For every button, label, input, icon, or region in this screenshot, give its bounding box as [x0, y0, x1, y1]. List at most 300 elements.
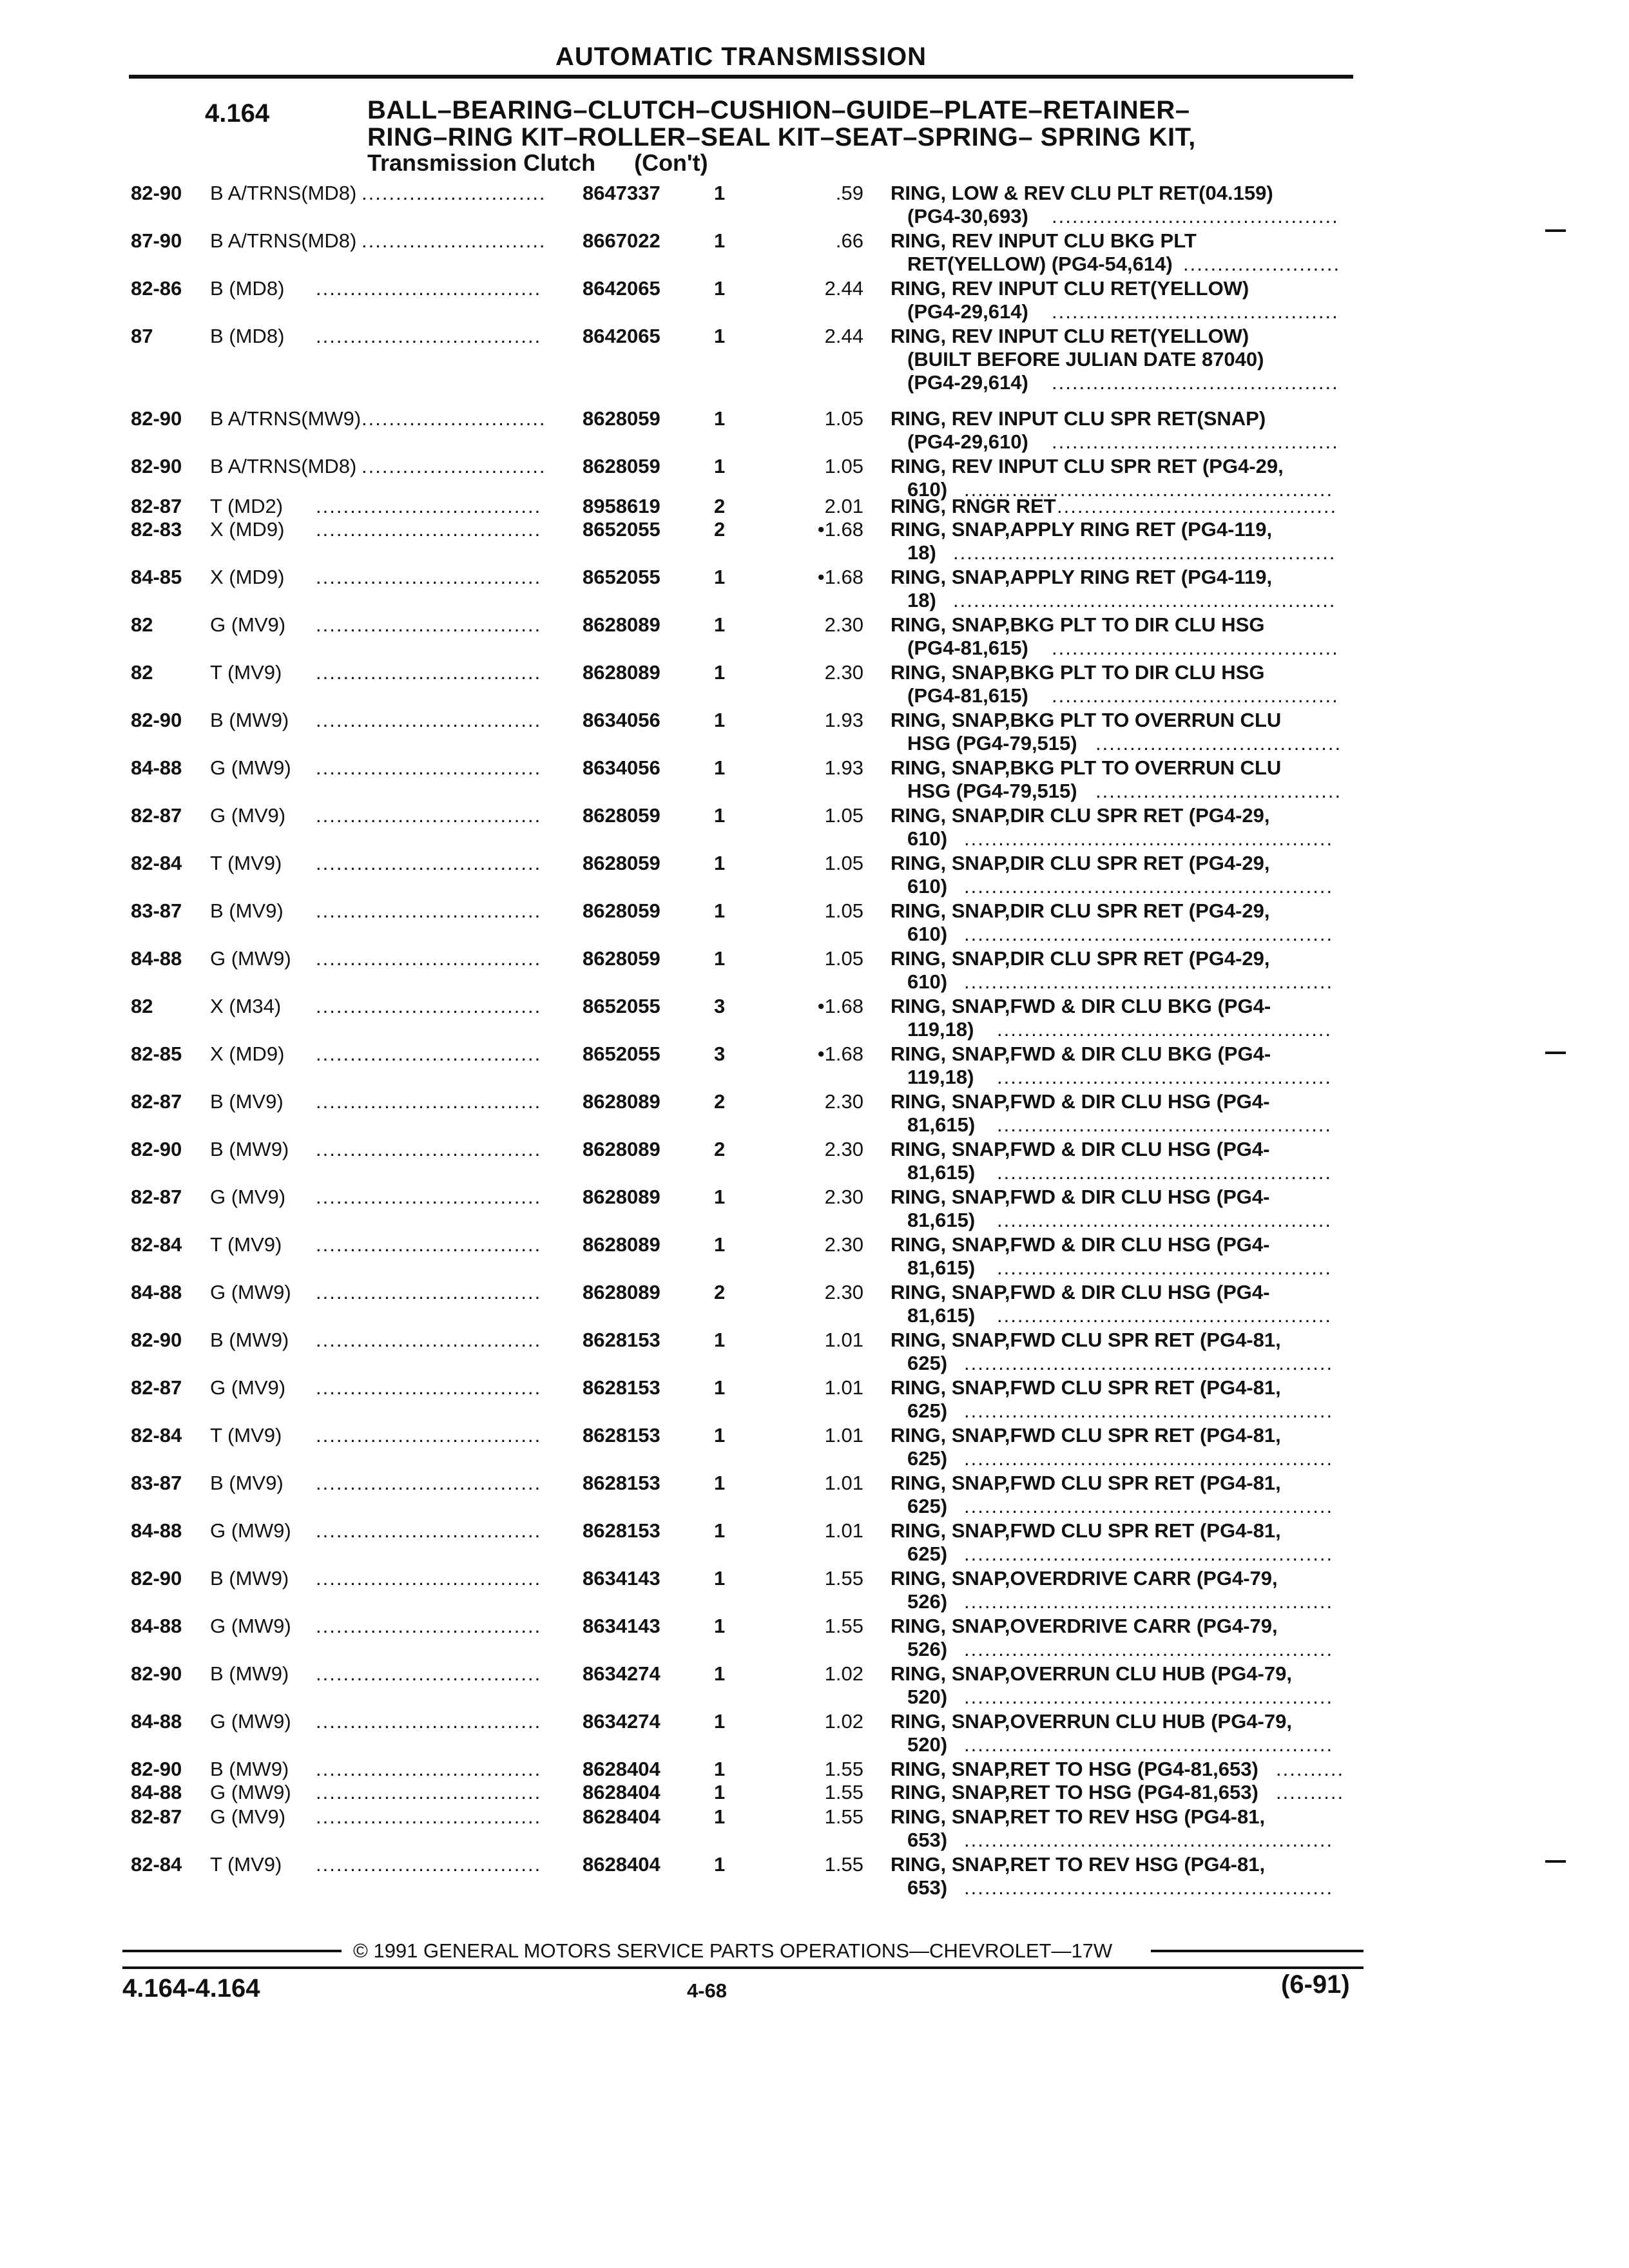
row-quantity: 1 — [714, 1662, 726, 1685]
row-part-number: 8958619 — [583, 495, 660, 517]
row-model: B (MW9) — [210, 1567, 289, 1590]
row-description-line: RING, SNAP,APPLY RING RET (PG4-119, — [891, 518, 1273, 541]
row-description-line: 520) — [907, 1733, 948, 1756]
row-years: 82-84 — [131, 852, 182, 874]
leader-dots: ........................... — [361, 455, 546, 477]
row-price: •1.68 — [817, 995, 863, 1017]
leader-dots: ................................................. — [997, 1304, 1333, 1327]
row-price: 1.55 — [824, 1758, 863, 1780]
leader-dots: .......................................... — [1052, 205, 1339, 227]
leader-dots: ........................................................ — [953, 541, 1336, 564]
row-price: 2.30 — [824, 1138, 863, 1160]
row-description-line: 81,615) — [907, 1256, 976, 1279]
row-quantity: 1 — [714, 852, 726, 874]
row-model: B A/TRNS(MD8) — [210, 455, 357, 477]
row-quantity: 1 — [714, 277, 726, 300]
leader-dots: ................................. — [316, 1376, 542, 1399]
row-quantity: 3 — [714, 1043, 726, 1065]
leader-dots: ................................. — [316, 709, 542, 731]
row-price: 1.55 — [824, 1567, 863, 1590]
row-description-line: RING, SNAP,RET TO REV HSG (PG4-81, — [891, 1853, 1266, 1876]
row-price: •1.68 — [817, 566, 863, 588]
leader-dots: ...................................................... — [964, 1352, 1334, 1374]
row-description-line: 520) — [907, 1686, 948, 1708]
leader-dots: ...................................................... — [964, 1638, 1334, 1660]
row-quantity: 1 — [714, 1519, 726, 1542]
row-price: 1.05 — [824, 947, 863, 970]
row-model: T (MV9) — [210, 1853, 282, 1876]
leader-dots: ........................... — [361, 407, 546, 430]
leader-dots: ................................. — [316, 1853, 542, 1876]
row-description-line: 625) — [907, 1447, 948, 1470]
leader-dots: ......................................... — [1057, 495, 1338, 517]
leader-dots: ................................................. — [997, 1161, 1333, 1184]
row-description-line: RING, SNAP,OVERDRIVE CARR (PG4-79, — [891, 1615, 1278, 1637]
row-model: G (MV9) — [210, 804, 286, 827]
leader-dots: ...................................................... — [964, 1495, 1334, 1517]
row-price: •1.68 — [817, 518, 863, 541]
row-description-line: 610) — [907, 827, 948, 850]
row-description-line: 625) — [907, 1352, 948, 1374]
footer-date: (6-91) — [1281, 1970, 1350, 1999]
row-description-line: 81,615) — [907, 1304, 976, 1327]
leader-dots: ................................. — [316, 947, 542, 970]
row-quantity: 1 — [714, 1376, 726, 1399]
row-price: •1.68 — [817, 1043, 863, 1065]
row-description-line: (PG4-29,614) — [907, 371, 1028, 394]
row-description-line: RING, SNAP,BKG PLT TO OVERRUN CLU — [891, 756, 1282, 779]
row-model: B (MV9) — [210, 1090, 284, 1113]
row-years: 82-84 — [131, 1853, 182, 1876]
row-description-line: RING, SNAP,BKG PLT TO DIR CLU HSG — [891, 613, 1265, 636]
row-part-number: 8628153 — [583, 1519, 660, 1542]
leader-dots: ................................. — [316, 1424, 542, 1446]
row-part-number: 8628404 — [583, 1853, 660, 1876]
row-description-line: RING, SNAP,OVERRUN CLU HUB (PG4-79, — [891, 1710, 1292, 1733]
row-description-line: RING, SNAP,DIR CLU SPR RET (PG4-29, — [891, 852, 1270, 874]
row-part-number: 8628089 — [583, 1186, 660, 1208]
section-continued: (Con't) — [634, 149, 708, 176]
row-model: B (MW9) — [210, 709, 289, 731]
row-part-number: 8634143 — [583, 1615, 660, 1637]
leader-dots: ........................................................ — [953, 589, 1336, 611]
row-description-line: RING, SNAP,FWD CLU SPR RET (PG4-81, — [891, 1472, 1281, 1494]
row-years: 82-84 — [131, 1424, 182, 1446]
row-model: G (MW9) — [210, 1781, 291, 1803]
row-quantity: 1 — [714, 1233, 726, 1256]
row-model: X (M34) — [210, 995, 282, 1017]
leader-dots: ...................................................... — [964, 1447, 1334, 1470]
row-description-line: (PG4-81,615) — [907, 684, 1028, 707]
row-price: 2.30 — [824, 1186, 863, 1208]
row-quantity: 1 — [714, 325, 726, 347]
row-part-number: 8628404 — [583, 1781, 660, 1803]
leader-dots: ................................. — [316, 1805, 542, 1828]
row-description-line: 610) — [907, 970, 948, 993]
row-part-number: 8652055 — [583, 566, 660, 588]
row-part-number: 8634056 — [583, 756, 660, 779]
row-price: .66 — [835, 229, 863, 252]
row-part-number: 8642065 — [583, 277, 660, 300]
leader-dots: ...................................................... — [964, 1733, 1334, 1756]
row-model: G (MW9) — [210, 947, 291, 970]
row-description-line: RING, SNAP,FWD & DIR CLU HSG (PG4- — [891, 1233, 1270, 1256]
row-part-number: 8634274 — [583, 1662, 660, 1685]
leader-dots: ...................................................... — [964, 923, 1334, 945]
row-quantity: 1 — [714, 1758, 726, 1780]
leader-dots: ................................. — [316, 1186, 542, 1208]
section-title-line-2: RING–RING KIT–ROLLER–SEAL KIT–SEAT–SPRING– SPRING KIT, — [367, 123, 1196, 151]
section-number: 4.164 — [205, 99, 270, 128]
row-quantity: 1 — [714, 756, 726, 779]
footer-rule-bottom — [122, 1966, 1364, 1969]
row-description-line: RING, SNAP,BKG PLT TO OVERRUN CLU — [891, 709, 1282, 731]
row-years: 84-88 — [131, 1781, 182, 1803]
row-years: 82-90 — [131, 709, 182, 731]
row-price: 1.05 — [824, 455, 863, 477]
leader-dots: ................................. — [316, 1519, 542, 1542]
row-description-line: RING, SNAP,FWD & DIR CLU HSG (PG4- — [891, 1138, 1270, 1160]
row-part-number: 8628089 — [583, 1233, 660, 1256]
row-price: 1.02 — [824, 1710, 863, 1733]
row-description-line: RING, SNAP,RET TO HSG (PG4-81,653) — [891, 1781, 1258, 1803]
row-quantity: 1 — [714, 661, 726, 684]
footer-rule-right — [1151, 1950, 1364, 1952]
margin-mark — [1545, 229, 1566, 232]
leader-dots: .................................... — [1095, 780, 1342, 802]
row-description-line: RING, SNAP,DIR CLU SPR RET (PG4-29, — [891, 899, 1270, 922]
row-part-number: 8652055 — [583, 1043, 660, 1065]
leader-dots: ................................. — [316, 995, 542, 1017]
leader-dots: ...................................................... — [964, 1542, 1334, 1565]
row-price: 1.55 — [824, 1615, 863, 1637]
row-description-line: (PG4-81,615) — [907, 637, 1028, 659]
row-description-line: 119,18) — [907, 1066, 974, 1088]
row-description-line: RING, SNAP,FWD CLU SPR RET (PG4-81, — [891, 1519, 1281, 1542]
leader-dots: ................................. — [316, 1781, 542, 1803]
leader-dots: ...................................................... — [964, 1590, 1334, 1613]
row-description-line: RING, SNAP,FWD CLU SPR RET (PG4-81, — [891, 1329, 1281, 1351]
row-years: 82-90 — [131, 1567, 182, 1590]
row-years: 82-90 — [131, 1662, 182, 1685]
row-description-line: (PG4-29,614) — [907, 300, 1028, 323]
leader-dots: ................................. — [316, 661, 542, 684]
row-description-line: RET(YELLOW) (PG4-54,614) — [907, 253, 1173, 275]
leader-dots: ...................................................... — [964, 970, 1334, 993]
row-description-line: RING, REV INPUT CLU SPR RET (PG4-29, — [891, 455, 1284, 477]
row-years: 82-84 — [131, 1233, 182, 1256]
row-quantity: 1 — [714, 1853, 726, 1876]
row-description-line: RING, SNAP,OVERRUN CLU HUB (PG4-79, — [891, 1662, 1292, 1685]
row-description-line: RING, REV INPUT CLU SPR RET(SNAP) — [891, 407, 1266, 430]
leader-dots: ................................. — [316, 1329, 542, 1351]
row-description-line: 610) — [907, 923, 948, 945]
row-model: B (MD8) — [210, 325, 285, 347]
row-years: 82 — [131, 661, 153, 684]
row-quantity: 2 — [714, 1281, 726, 1303]
row-years: 84-88 — [131, 756, 182, 779]
leader-dots: ...................................................... — [964, 1399, 1334, 1422]
leader-dots: ................................................. — [997, 1256, 1333, 1279]
row-quantity: 1 — [714, 1186, 726, 1208]
row-quantity: 1 — [714, 1567, 726, 1590]
row-description-line: RING, REV INPUT CLU BKG PLT — [891, 229, 1197, 252]
row-years: 87-90 — [131, 229, 182, 252]
section-title-line-1: BALL–BEARING–CLUTCH–CUSHION–GUIDE–PLATE–RETAINER– — [367, 96, 1190, 124]
leader-dots: ................................. — [316, 1710, 542, 1733]
row-price: 2.30 — [824, 613, 863, 636]
row-quantity: 1 — [714, 1472, 726, 1494]
row-years: 87 — [131, 325, 153, 347]
leader-dots: ................................. — [316, 1043, 542, 1065]
row-model: B (MV9) — [210, 1472, 284, 1494]
row-part-number: 8628059 — [583, 804, 660, 827]
row-model: T (MD2) — [210, 495, 284, 517]
row-price: 2.30 — [824, 1090, 863, 1113]
row-model: G (MW9) — [210, 1615, 291, 1637]
leader-dots: ................................. — [316, 1281, 542, 1303]
row-price: 1.93 — [824, 709, 863, 731]
row-years: 82-85 — [131, 1043, 182, 1065]
row-price: 1.01 — [824, 1329, 863, 1351]
row-price: 1.55 — [824, 1781, 863, 1803]
leader-dots: .......................................... — [1052, 684, 1339, 707]
leader-dots: ...................................................... — [964, 478, 1334, 501]
row-quantity: 1 — [714, 947, 726, 970]
footer-page-number: 4-68 — [687, 1979, 728, 2002]
row-part-number: 8628089 — [583, 1281, 660, 1303]
leader-dots: .......................................... — [1052, 300, 1339, 323]
row-description-line: RING, SNAP,FWD CLU SPR RET (PG4-81, — [891, 1424, 1281, 1446]
row-description-line: RING, SNAP,OVERDRIVE CARR (PG4-79, — [891, 1567, 1278, 1590]
row-description-line: 526) — [907, 1590, 948, 1613]
row-model: B A/TRNS(MD8) — [210, 229, 357, 252]
row-part-number: 8628153 — [583, 1424, 660, 1446]
row-quantity: 2 — [714, 1138, 726, 1160]
row-description-line: RING, REV INPUT CLU RET(YELLOW) — [891, 325, 1249, 347]
row-description-line: 625) — [907, 1399, 948, 1422]
row-description-line: 81,615) — [907, 1209, 976, 1231]
row-years: 83-87 — [131, 1472, 182, 1494]
row-part-number: 8628089 — [583, 613, 660, 636]
leader-dots: ................................. — [316, 1472, 542, 1494]
row-description-line: RING, SNAP,FWD & DIR CLU HSG (PG4- — [891, 1090, 1270, 1113]
row-part-number: 8652055 — [583, 518, 660, 541]
row-description-line: 526) — [907, 1638, 948, 1660]
row-model: T (MV9) — [210, 1424, 282, 1446]
row-description-line: 18) — [907, 589, 936, 611]
row-description-line: RING, SNAP,FWD CLU SPR RET (PG4-81, — [891, 1376, 1281, 1399]
row-quantity: 2 — [714, 495, 726, 517]
row-years: 84-85 — [131, 566, 182, 588]
row-price: 1.05 — [824, 407, 863, 430]
row-price: 1.02 — [824, 1662, 863, 1685]
leader-dots: ................................................. — [997, 1018, 1333, 1041]
row-part-number: 8634143 — [583, 1567, 660, 1590]
row-description-line: RING, LOW & REV CLU PLT RET(04.159) — [891, 182, 1273, 204]
row-description-line: RING, SNAP,FWD & DIR CLU HSG (PG4- — [891, 1281, 1270, 1303]
row-description-line: 119,18) — [907, 1018, 974, 1041]
leader-dots: .......... — [1276, 1758, 1345, 1780]
row-model: G (MV9) — [210, 1805, 286, 1828]
row-years: 82-90 — [131, 1758, 182, 1780]
row-quantity: 1 — [714, 613, 726, 636]
row-price: 2.44 — [824, 325, 863, 347]
leader-dots: ...................................................... — [964, 827, 1334, 850]
row-quantity: 1 — [714, 1781, 726, 1803]
row-quantity: 2 — [714, 518, 726, 541]
row-description-line: RING, RNGR RET — [891, 495, 1056, 517]
leader-dots: ................................. — [316, 277, 542, 300]
row-description-line: RING, SNAP,FWD & DIR CLU HSG (PG4- — [891, 1186, 1270, 1208]
row-years: 82-83 — [131, 518, 182, 541]
leader-dots: ................................. — [316, 756, 542, 779]
row-part-number: 8628089 — [583, 1090, 660, 1113]
row-model: G (MW9) — [210, 1519, 291, 1542]
leader-dots: ...................................................... — [964, 1876, 1334, 1899]
footer-rule-left — [122, 1950, 342, 1952]
row-model: B A/TRNS(MD8) — [210, 182, 357, 204]
row-price: 2.44 — [824, 277, 863, 300]
row-price: 2.30 — [824, 1233, 863, 1256]
leader-dots: ................................. — [316, 1758, 542, 1780]
row-model: X (MD9) — [210, 518, 285, 541]
row-description-line: RING, SNAP,FWD & DIR CLU BKG (PG4- — [891, 1043, 1271, 1065]
row-description-line: (PG4-29,610) — [907, 430, 1028, 453]
row-model: G (MW9) — [210, 756, 291, 779]
row-part-number: 8628089 — [583, 661, 660, 684]
row-part-number: 8634056 — [583, 709, 660, 731]
row-model: G (MV9) — [210, 613, 286, 636]
row-part-number: 8667022 — [583, 229, 660, 252]
row-years: 82-90 — [131, 455, 182, 477]
row-model: T (MV9) — [210, 852, 282, 874]
row-price: 1.93 — [824, 756, 863, 779]
row-quantity: 1 — [714, 709, 726, 731]
row-quantity: 1 — [714, 566, 726, 588]
row-part-number: 8628153 — [583, 1329, 660, 1351]
row-part-number: 8647337 — [583, 182, 660, 204]
row-years: 84-88 — [131, 1519, 182, 1542]
leader-dots: ................................. — [316, 1233, 542, 1256]
row-part-number: 8628153 — [583, 1376, 660, 1399]
row-description-line: RING, SNAP,DIR CLU SPR RET (PG4-29, — [891, 947, 1270, 970]
row-years: 82-87 — [131, 1090, 182, 1113]
row-model: G (MW9) — [210, 1710, 291, 1733]
row-description-line: RING, SNAP,APPLY RING RET (PG4-119, — [891, 566, 1273, 588]
leader-dots: ................................. — [316, 518, 542, 541]
row-quantity: 1 — [714, 1710, 726, 1733]
leader-dots: .......... — [1276, 1781, 1345, 1803]
row-quantity: 1 — [714, 1424, 726, 1446]
row-part-number: 8628059 — [583, 455, 660, 477]
row-years: 84-88 — [131, 1281, 182, 1303]
row-description-line: RING, SNAP,FWD & DIR CLU BKG (PG4- — [891, 995, 1271, 1017]
row-years: 82-90 — [131, 1138, 182, 1160]
leader-dots: ................................. — [316, 1662, 542, 1685]
row-price: 2.01 — [824, 495, 863, 517]
leader-dots: ................................. — [316, 325, 542, 347]
row-description-line: RING, SNAP,RET TO HSG (PG4-81,653) — [891, 1758, 1258, 1780]
row-quantity: 1 — [714, 1615, 726, 1637]
row-model: G (MW9) — [210, 1281, 291, 1303]
row-description-line: RING, SNAP,DIR CLU SPR RET (PG4-29, — [891, 804, 1270, 827]
row-model: X (MD9) — [210, 566, 285, 588]
row-part-number: 8628153 — [583, 1472, 660, 1494]
margin-mark — [1545, 1052, 1566, 1054]
row-part-number: 8628059 — [583, 407, 660, 430]
leader-dots: ................................. — [316, 1090, 542, 1113]
page-header-title: AUTOMATIC TRANSMISSION — [555, 43, 927, 71]
row-price: 1.05 — [824, 899, 863, 922]
row-description-line: (BUILT BEFORE JULIAN DATE 87040) — [907, 348, 1264, 370]
row-quantity: 1 — [714, 1805, 726, 1828]
margin-mark — [1545, 1860, 1566, 1863]
row-description-line: RING, SNAP,RET TO REV HSG (PG4-81, — [891, 1805, 1266, 1828]
leader-dots: ........................... — [361, 182, 546, 204]
row-description-line: HSG (PG4-79,515) — [907, 780, 1077, 802]
row-description-line: 625) — [907, 1495, 948, 1517]
row-years: 82-87 — [131, 1805, 182, 1828]
row-quantity: 1 — [714, 229, 726, 252]
leader-dots: .................................... — [1095, 732, 1342, 754]
row-model: G (MV9) — [210, 1186, 286, 1208]
leader-dots: .......................................... — [1052, 430, 1339, 453]
row-price: 1.55 — [824, 1805, 863, 1828]
row-years: 82-90 — [131, 1329, 182, 1351]
leader-dots: ........................... — [361, 229, 546, 252]
leader-dots: ................................. — [316, 804, 542, 827]
leader-dots: ....................... — [1183, 253, 1341, 275]
row-description-line: HSG (PG4-79,515) — [907, 732, 1077, 754]
row-description-line: 81,615) — [907, 1161, 976, 1184]
row-model: B A/TRNS(MW9) — [210, 407, 361, 430]
row-price: 1.01 — [824, 1424, 863, 1446]
row-price: 1.05 — [824, 852, 863, 874]
leader-dots: ...................................................... — [964, 875, 1334, 898]
row-description-line: 610) — [907, 478, 948, 501]
row-part-number: 8628059 — [583, 899, 660, 922]
leader-dots: ................................................. — [997, 1113, 1333, 1136]
row-quantity: 3 — [714, 995, 726, 1017]
footer-copyright: © 1991 GENERAL MOTORS SERVICE PARTS OPERATIONS—CHEVROLET—17W — [353, 1939, 1113, 1962]
row-description-line: 625) — [907, 1542, 948, 1565]
row-model: B (MW9) — [210, 1329, 289, 1351]
row-quantity: 1 — [714, 1329, 726, 1351]
row-part-number: 8628404 — [583, 1805, 660, 1828]
row-price: 1.05 — [824, 804, 863, 827]
leader-dots: ................................. — [316, 495, 542, 517]
row-description-line: 18) — [907, 541, 936, 564]
section-subtitle-text: Transmission Clutch — [367, 149, 596, 176]
row-price: .59 — [835, 182, 863, 204]
leader-dots: ................................. — [316, 1138, 542, 1160]
row-quantity: 1 — [714, 804, 726, 827]
row-description-line: 653) — [907, 1876, 948, 1899]
row-years: 84-88 — [131, 1615, 182, 1637]
leader-dots: .......................................... — [1052, 371, 1339, 394]
row-years: 82-87 — [131, 1376, 182, 1399]
row-model: B (MW9) — [210, 1138, 289, 1160]
row-years: 84-88 — [131, 947, 182, 970]
row-price: 2.30 — [824, 1281, 863, 1303]
row-model: T (MV9) — [210, 1233, 282, 1256]
row-model: X (MD9) — [210, 1043, 285, 1065]
row-part-number: 8628059 — [583, 947, 660, 970]
row-price: 1.55 — [824, 1853, 863, 1876]
leader-dots: ................................. — [316, 566, 542, 588]
row-model: B (MD8) — [210, 277, 285, 300]
